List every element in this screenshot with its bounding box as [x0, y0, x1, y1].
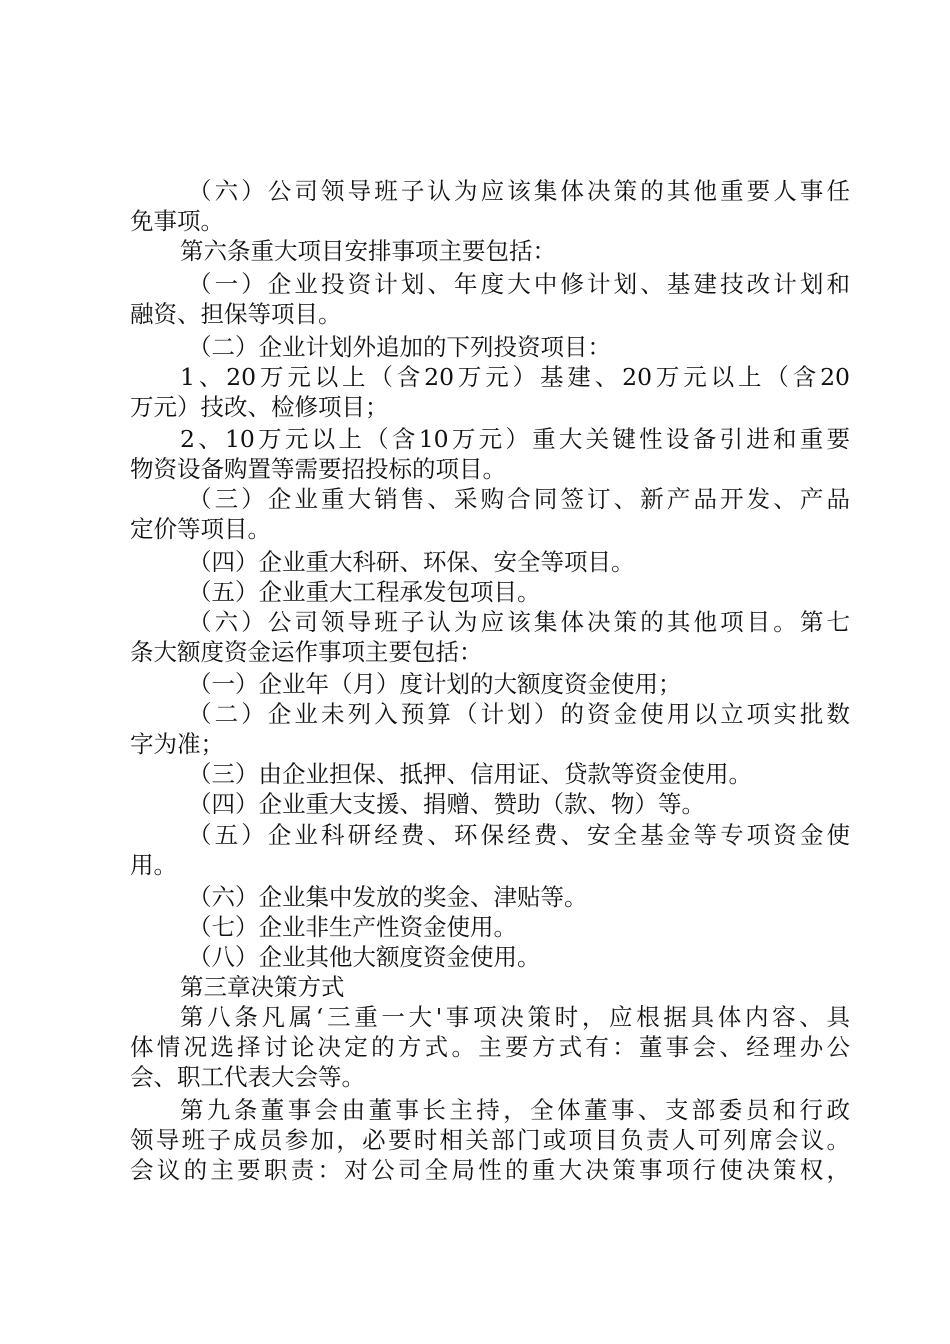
- text-line: 第六条重大项目安排事项主要包括：: [180, 237, 556, 265]
- text-line: （六）公司领导班子认为应该集体决策的其他项目。第七: [188, 608, 850, 636]
- text-line: （四）企业重大科研、环保、安全等项目。: [188, 548, 635, 576]
- text-line: （五）企业重大工程承发包项目。: [188, 578, 541, 606]
- text-line: 字为准；: [130, 730, 224, 758]
- text-line: 融资、担保等项目。: [130, 300, 342, 328]
- text-line: （四）企业重大支援、捐赠、赞助（款、物）等。: [188, 790, 705, 818]
- text-line: 体情况选择讨论决定的方式。主要方式有：董事会、经理办公: [130, 1033, 850, 1061]
- text-line: 会议的主要职责：对公司全局性的重大决策事项行使决策权，: [130, 1156, 850, 1184]
- text-line: 条大额度资金运作事项主要包括：: [130, 638, 483, 666]
- text-line: 定价等项目。: [130, 515, 271, 543]
- text-line: （二）企业计划外追加的下列投资项目：: [188, 333, 611, 361]
- text-line: 2、10万元以上（含10万元）重大关键性设备引进和重要: [180, 425, 850, 453]
- text-line: 第八条凡属‘三重一大'事项决策时，应根据具体内容、具: [180, 1003, 850, 1031]
- text-line: 第九条董事会由董事长主持，全体董事、支部委员和行政: [180, 1096, 850, 1124]
- text-line: （六）公司领导班子认为应该集体决策的其他重要人事任: [188, 177, 850, 205]
- text-line: （五）企业科研经费、环保经费、安全基金等专项资金使: [188, 821, 850, 849]
- text-line: （三）企业重大销售、采购合同签订、新产品开发、产品: [188, 485, 850, 513]
- text-line: （八）企业其他大额度资金使用。: [188, 943, 541, 971]
- text-line: 1、20万元以上（含20万元）基建、20万元以上（含20: [180, 363, 850, 391]
- text-line: （一）企业年（月）度计划的大额度资金使用；: [188, 670, 682, 698]
- text-line: 领导班子成员参加，必要时相关部门或项目负责人可列席会议。: [130, 1126, 850, 1154]
- text-line: （三）由企业担保、抵押、信用证、贷款等资金使用。: [188, 760, 752, 788]
- text-line: （六）企业集中发放的奖金、津贴等。: [188, 883, 588, 911]
- text-line: （七）企业非生产性资金使用。: [188, 913, 517, 941]
- text-line: 第三章决策方式: [180, 973, 345, 1001]
- text-line: （一）企业投资计划、年度大中修计划、基建技改计划和: [188, 270, 850, 298]
- text-line: 物资设备购置等需要招投标的项目。: [130, 455, 506, 483]
- text-line: （二）企业未列入预算（计划）的资金使用以立项实批数: [188, 700, 850, 728]
- text-line: 万元）技改、检修项目；: [130, 393, 389, 421]
- text-line: 用。: [130, 851, 177, 879]
- text-line: 免事项。: [130, 207, 224, 235]
- text-line: 会、职工代表大会等。: [130, 1063, 365, 1091]
